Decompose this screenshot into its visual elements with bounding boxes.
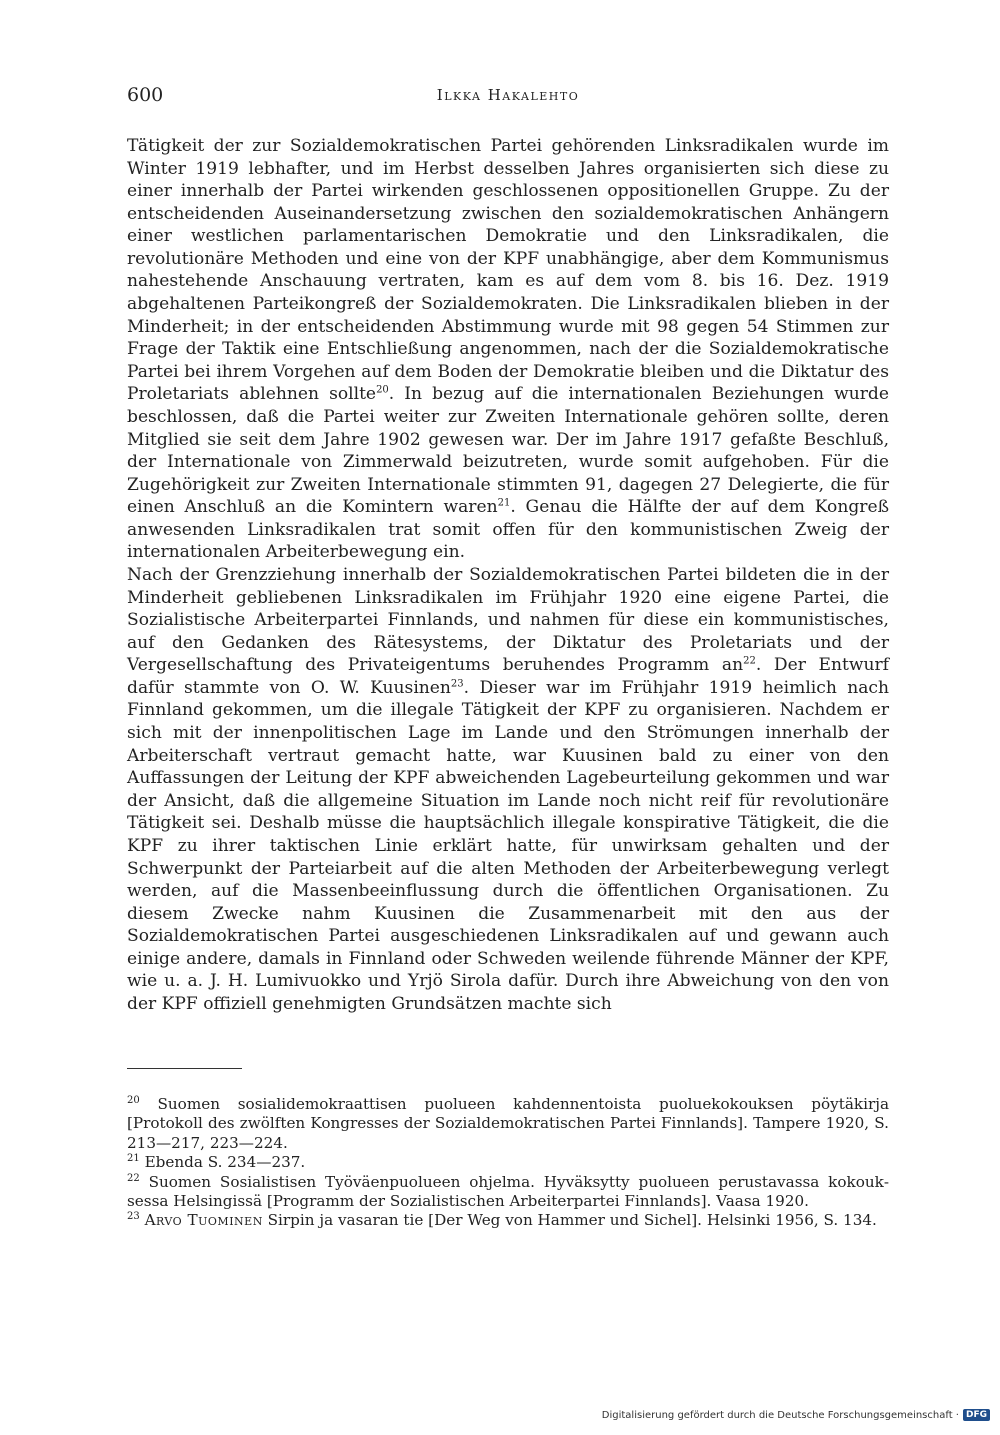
footnote-ref-21: 21 <box>497 497 511 509</box>
text-segment: . Dieser war im Frühjahr 1919 heimlich nach Finnland gekommen, um die illegale Tätigkeit der KPF zu organisieren. Nachdem er sich mit der innenpolitischen Lage im Lande und den Strömungen innerhalb der Arbeiterschaft vertraut gemacht hatte, war Kuusinen bald zu einer von den Auffassungen der Leitung der KPF abweichenden Lagebeurteilung gekommen und war der Ansicht, daß die allgemeine Situation im Lande noch nicht reif für revolutionäre Tätigkeit sei. Deshalb müsse die hauptsächlich illegale konspirative Tätigkeit, die die KPF zu ihrer taktischen Linie erklärt hatte, für unwirksam gehalten und der Schwerpunkt der Parteiarbeit auf die alten Methoden der Arbeiterbewegung verlegt werden, auf die Massenbeeinflussung durch die öffentlichen Organisationen. Zu diesem Zwecke nahm Kuusinen die Zusammenarbeit mit den aus der Sozialdemokratischen Partei ausgeschiedenen Linksradikalen auf und gewann auch einige andere, damals in Finnland oder Schweden weilende führende Männer der KPF, wie u. a. J. H. Lumivuokko und Yrjö Sirola dafür. Durch ihre Abweichung von den von der KPF offiziell genehmigten Grundsätzen machte sich <box>127 677 890 1014</box>
footnote-number: 20 <box>127 1094 140 1106</box>
footnote-ref-20: 20 <box>376 384 389 396</box>
text-segment: . Der Entwurf dafür stammte von O. W. Kuusinen <box>127 655 889 698</box>
footnote-author: Arvo Tuominen <box>144 1211 263 1230</box>
paragraph-2 <box>127 564 889 1016</box>
text-segment: . Genau die Hälfte der auf dem Kongreß anwesenden Linksradikalen trat somit offen für den kommunistischen Zweig der internationalen Arbeiterbewegung ein. <box>127 497 889 563</box>
footnote-number: 22 <box>127 1172 140 1184</box>
footnote-text: Suomen sosialidemokraattisen puolueen kahdennentoista puoluekokouksen pöytäkirja [Protokoll des zwölften Kongresses der Sozialdemokratischen Partei Finnlands]. Tampere 1920, S. 213—217, 223—224. <box>127 1095 889 1152</box>
dfg-logo: DFG <box>963 1409 990 1421</box>
footnote-text: Ebenda S. 234—237. <box>144 1153 306 1172</box>
footnote-22 <box>127 1173 889 1212</box>
footnote-divider <box>127 1068 242 1069</box>
running-head: Ilkka Hakalehto <box>436 86 580 104</box>
page-header <box>127 84 889 110</box>
footnote-23 <box>127 1211 889 1230</box>
footnote-ref-23: 23 <box>450 678 464 690</box>
footnote-text: Sirpin ja vasaran tie [Der Weg von Hammer und Sichel]. Helsinki 1956, S. 134. <box>267 1211 877 1230</box>
footnote-ref-22: 22 <box>743 655 756 667</box>
text-segment: Nach der Grenzziehung innerhalb der Sozialdemokratischen Partei bildeten die in der Minderheit gebliebenen Linksradikalen im Frühjahr 1920 eine eigene Partei, die Sozialistische Arbeiterpartei Finnlands, und nahmen für diese ein kommunistisches, auf den Gedanken des Rätesystems, der Diktatur des Proletariats und der Vergesellschaftung des Privateigentums beruhendes Programm an <box>127 564 889 676</box>
text-segment: . In bezug auf die internationalen Beziehungen wurde beschlossen, daß die Partei weiter zur Zweiten Internationale gehören sollte, deren Mitglied sie seit dem Jahre 1902 gewesen war. Der im Jahre 1917 gefaßte Beschluß, der Internationale von Zimmerwald beizutreten, wurde somit aufgehoben. Für die Zugehörigkeit zur Zweiten Internationale stimmten 91, dagegen 27 Delegierte, die für einen Anschluß an die Komintern waren <box>127 384 889 518</box>
footnote-number: 23 <box>127 1211 140 1223</box>
footer-text: Digitalisierung gefördert durch die Deutsche Forschungsgemeinschaft · <box>601 1409 959 1421</box>
text-segment: Tätigkeit der zur Sozialdemokratischen Partei gehörenden Linksradikalen wurde im Winter 1919 lebhafter, und im Herbst desselben Jahres organisierten sich diese zu einer innerhalb der Partei wirkenden geschlossenen oppositionellen Gruppe. Zu der entscheidenden Auseinandersetzung zwischen den sozialdemokratischen Anhängern einer westlichen parlamentarischen Demokratie und den Linksradikalen, die revolutionäre Methoden und eine von der KPF unabhängige, aber dem Kommunismus nahestehende Anschauung vertraten, kam es auf dem vom 8. bis 16. Dez. 1919 abgehaltenen Parteikongreß der Sozialdemokraten. Die Linksradikalen blieben in der Minderheit; in der entscheidenden Abstimmung wurde mit 98 gegen 54 Stimmen zur Frage der Taktik eine Entschließung angenommen, nach der die Sozialdemokratische Partei bei ihrem Vorgehen auf dem Boden der Demokratie bleiben und die Diktatur des Proletariats ablehnen sollte <box>127 136 889 405</box>
footnote-20 <box>127 1095 889 1153</box>
body-text <box>127 135 889 1016</box>
footnote-number: 21 <box>127 1153 140 1165</box>
footnote-21 <box>127 1153 889 1172</box>
digitization-footer <box>602 1409 990 1421</box>
paragraph-1 <box>127 135 889 564</box>
footnotes <box>127 1095 889 1231</box>
page-number: 600 <box>127 84 164 106</box>
footnote-text: Suomen Sosialistisen Työväenpuolueen ohjelma. Hyväksytty puolueen perustavassa kokouksessa Helsingissä [Programm der Sozialistischen Arbeiterpartei Finnlands]. Vaasa 1920. <box>127 1172 889 1211</box>
